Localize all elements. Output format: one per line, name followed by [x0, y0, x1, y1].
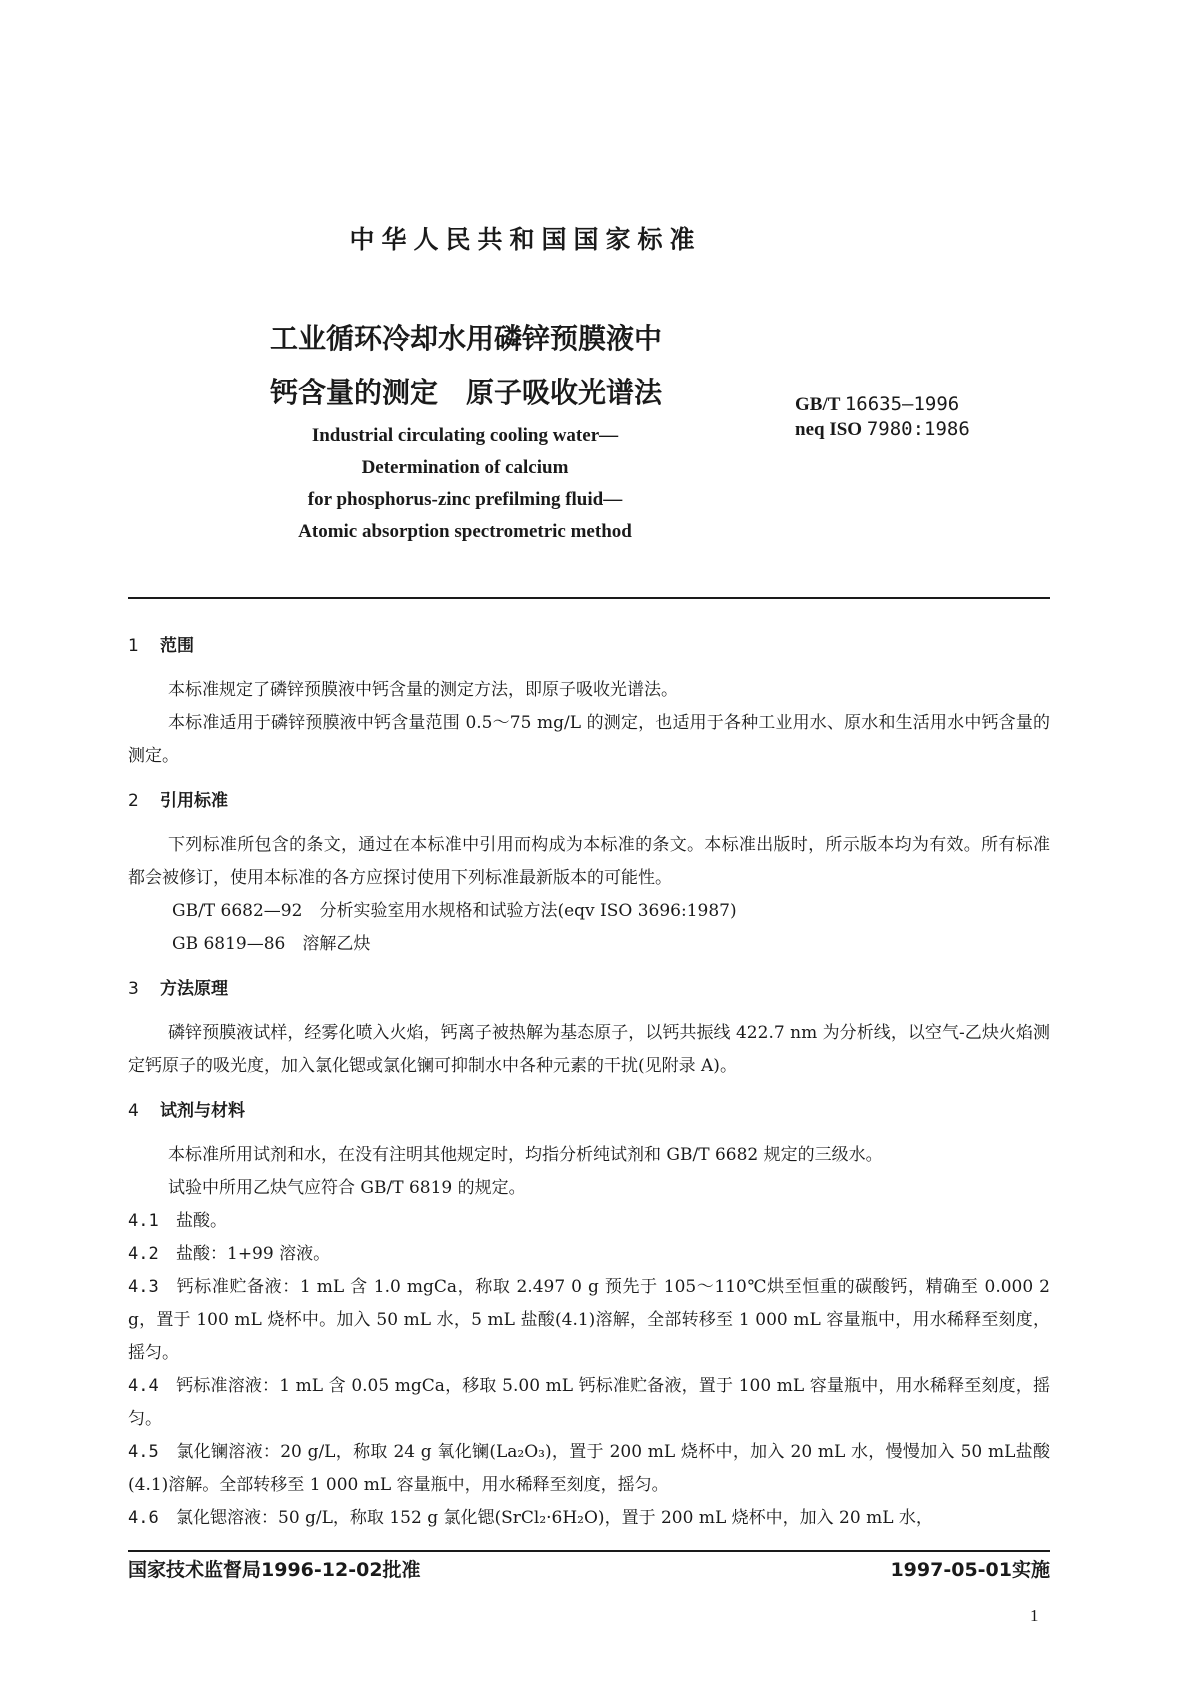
section-heading-scope: 1 范围: [128, 636, 194, 656]
clause-text: 氯化锶溶液：50 g/L，称取 152 g 氯化锶(SrCl₂·6H₂O)，置于 200 mL 烧杯中，加入 20 mL 水，: [176, 1508, 933, 1528]
paragraph: 本标准所用试剂和水，在没有注明其他规定时，均指分析纯试剂和 GB/T 6682 规定的三级水。: [168, 1145, 883, 1165]
chinese-title-line-2: 钙含量的测定 原子吸收光谱法: [270, 376, 663, 409]
standard-number: GB/T 16635—1996: [795, 393, 960, 415]
section-heading-reagents: 4 试剂与材料: [128, 1101, 245, 1121]
chinese-title-line-1: 工业循环冷却水用磷锌预膜液中: [270, 322, 663, 355]
document-body: [128, 628, 1050, 1535]
clause-text: 钙标准贮备液：1 mL 含 1.0 mgCa，称取 2.497 0 g 预先于 105～110℃烘至恒重的碳酸钙，精确至 0.000 2 g，置于 100 mL 烧杯中。加入 50 mL 水，5 mL 盐酸(4.1)溶解，全部转移至 1 000 mL 容量瓶中，用水稀释至刻度，摇匀。: [128, 1277, 1050, 1363]
clause-number: 4.1: [128, 1211, 159, 1231]
paragraph: 下列标准所包含的条文，通过在本标准中引用而构成为本标准的条文。本标准出版时，所示版本均为有效。所有标准都会被修订，使用本标准的各方应探讨使用下列标准最新版本的可能性。: [128, 835, 1050, 888]
clause: [128, 1502, 1050, 1535]
section-heading-principle: 3 方法原理: [128, 979, 228, 999]
chinese-title: [270, 312, 662, 420]
clause-text: 盐酸。: [176, 1211, 227, 1231]
implementation-date: 1997-05-01实施: [890, 1559, 1050, 1581]
clause-number: 4.3: [128, 1277, 159, 1297]
clause-number: 4.5: [128, 1442, 159, 1462]
clause: [128, 1370, 1050, 1436]
approval-date: 国家技术监督局1996-12-02批准: [128, 1559, 421, 1581]
english-title-line: Determination of calcium: [361, 457, 569, 478]
clause: [128, 1436, 1050, 1502]
header-divider: [128, 597, 1050, 599]
paragraph: 本标准适用于磷锌预膜液中钙含量范围 0.5～75 mg/L 的测定，也适用于各种工业用水、原水和生活用水中钙含量的测定。: [128, 713, 1050, 766]
clause-number: 4.2: [128, 1244, 159, 1264]
clause-text: 氯化镧溶液：20 g/L，称取 24 g 氧化镧(La₂O₃)，置于 200 mL 烧杯中，加入 20 mL 水，慢慢加入 50 mL盐酸(4.1)溶解。全部转移至 1 000 mL 容量瓶中，用水稀释至刻度，摇匀。: [128, 1442, 1050, 1495]
standard-code: [795, 392, 970, 442]
paragraph: 磷锌预膜液试样，经雾化喷入火焰，钙离子被热解为基态原子，以钙共振线 422.7 nm 为分析线，以空气-乙炔火焰测定钙原子的吸光度，加入氯化锶或氯化镧可抑制水中各种元素的干扰(见附录 A)。: [128, 1023, 1050, 1076]
reference-item: GB 6819—86 溶解乙炔: [172, 934, 371, 954]
paragraph: 本标准规定了磷锌预膜液中钙含量的测定方法，即原子吸收光谱法。: [168, 680, 678, 700]
clause-text: 钙标准溶液：1 mL 含 0.05 mgCa，移取 5.00 mL 钙标准贮备液，置于 100 mL 容量瓶中，用水稀释至刻度，摇匀。: [128, 1376, 1050, 1429]
english-title-line: Atomic absorption spectrometric method: [298, 521, 632, 542]
english-title: [230, 420, 700, 548]
clause: [128, 1205, 1050, 1238]
english-title-line: Industrial circulating cooling water—: [311, 425, 619, 446]
page-number: 1: [1030, 1606, 1039, 1625]
clause-number: 4.4: [128, 1376, 159, 1396]
section-heading-references: 2 引用标准: [128, 791, 228, 811]
reference-item: GB/T 6682—92 分析实验室用水规格和试验方法(eqv ISO 3696:1987): [172, 901, 737, 921]
paragraph: 试验中所用乙炔气应符合 GB/T 6819 的规定。: [168, 1178, 526, 1198]
clause-number: 4.6: [128, 1508, 159, 1528]
english-title-line: for phosphorus-zinc prefilming fluid—: [307, 489, 623, 510]
equivalence-note: neq ISO 7980:1986: [795, 418, 970, 440]
clause-text: 盐酸：1+99 溶液。: [176, 1244, 331, 1264]
footer-divider: [128, 1550, 1050, 1552]
clause: [128, 1238, 1050, 1271]
national-standard-title: 中华人民共和国国家标准: [349, 225, 702, 254]
clause: [128, 1271, 1050, 1370]
